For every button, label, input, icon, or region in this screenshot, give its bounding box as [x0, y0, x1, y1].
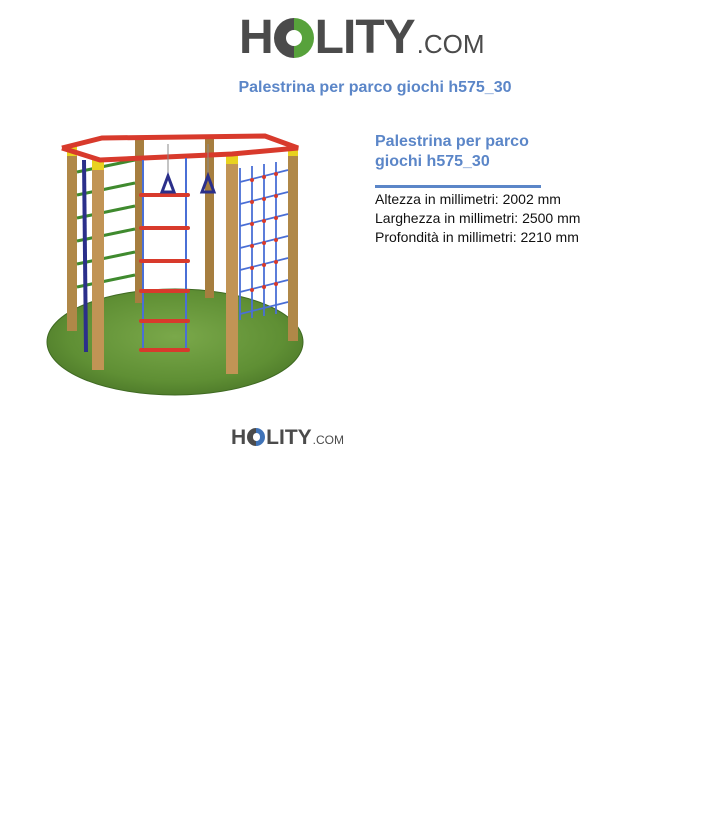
- logo-suffix: LITY: [314, 11, 415, 64]
- page-title: Palestrina per parco giochi h575_30: [238, 79, 512, 96]
- product-image: [40, 120, 315, 400]
- logo-prefix: H: [231, 426, 247, 449]
- brand-logo[interactable]: [239, 10, 485, 66]
- spec-label: Profondità in millimetri:: [375, 229, 517, 245]
- logo-domain: .COM: [312, 433, 345, 447]
- spec-label: Larghezza in millimetri:: [375, 210, 519, 226]
- logo-domain: .COM: [416, 29, 485, 59]
- spec-value: 2500 mm: [522, 210, 581, 226]
- spec-height: [375, 190, 695, 209]
- footer-logo[interactable]: [231, 425, 344, 451]
- spec-depth: [375, 228, 695, 247]
- product-name: Palestrina per parco giochi h575_30: [375, 133, 529, 170]
- logo-suffix: LITY: [266, 426, 312, 449]
- title-divider: [375, 185, 541, 188]
- logo-o-icon: [274, 18, 314, 58]
- logo-prefix: H: [239, 11, 273, 64]
- spec-list: [375, 190, 695, 247]
- playground-gym-illustration: [40, 120, 315, 400]
- product-details: [375, 132, 695, 247]
- spec-width: [375, 209, 695, 228]
- spec-label: Altezza in millimetri:: [375, 191, 499, 207]
- spec-value: 2210 mm: [520, 229, 579, 245]
- logo-o-icon: [247, 428, 265, 446]
- spec-value: 2002 mm: [502, 191, 561, 207]
